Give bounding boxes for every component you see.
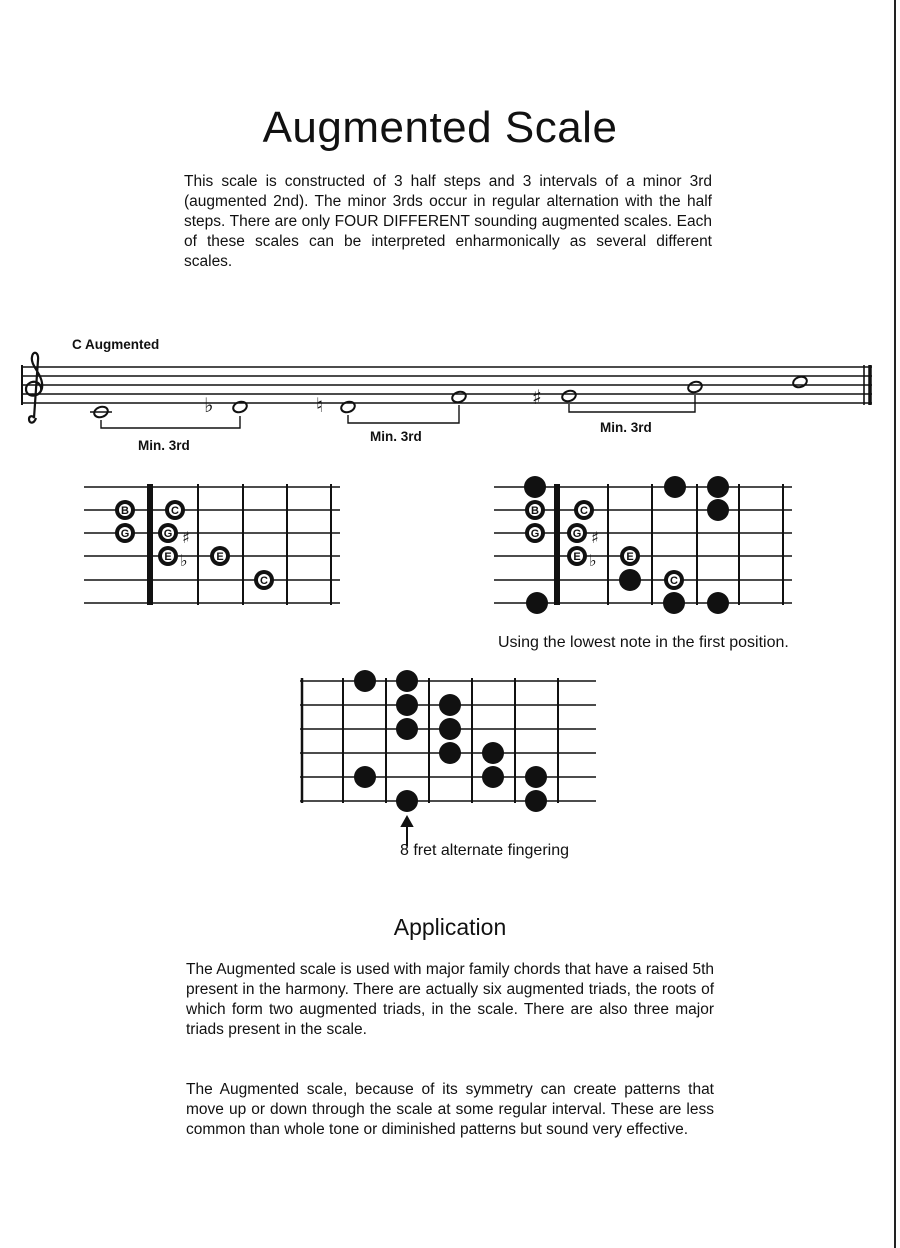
fretboard-diagram-2 bbox=[494, 476, 792, 614]
svg-text:G: G bbox=[572, 528, 582, 540]
svg-text:E: E bbox=[573, 551, 581, 563]
svg-text:C: C bbox=[260, 575, 268, 587]
svg-text:G: G bbox=[120, 528, 130, 540]
note-d-flat bbox=[232, 400, 249, 414]
note-b bbox=[687, 380, 704, 394]
sharp-icon: ♯ bbox=[532, 385, 542, 409]
page-title: Augmented Scale bbox=[262, 103, 618, 153]
bracket-2 bbox=[348, 405, 459, 423]
svg-text:E: E bbox=[626, 551, 634, 563]
note-c-high bbox=[792, 375, 809, 389]
note-e bbox=[340, 400, 357, 414]
caption-first-position: Using the lowest note in the first position. bbox=[498, 634, 789, 651]
interval-label-2: Min. 3rd bbox=[370, 429, 422, 444]
music-staff bbox=[22, 365, 872, 405]
svg-text:E: E bbox=[164, 551, 172, 563]
natural-icon: ♮ bbox=[316, 393, 324, 417]
note-g-sharp bbox=[561, 389, 578, 403]
flat-icon: ♭ bbox=[204, 393, 214, 417]
application-paragraph-1: The Augmented scale is used with major family chords that have a raised 5th present in the harmony. There are actually six augmented triads, the roots of which form two augmented triads, in the scale. There are also three major triads present in the scale. bbox=[186, 961, 714, 1038]
sharp-icon: ♯ bbox=[591, 528, 599, 547]
treble-clef-icon bbox=[26, 353, 42, 423]
svg-text:G: G bbox=[163, 528, 173, 540]
flat-icon: ♭ bbox=[180, 551, 188, 570]
application-heading: Application bbox=[393, 914, 507, 940]
svg-text:C: C bbox=[670, 575, 678, 587]
staff-notes bbox=[90, 375, 808, 419]
flat-icon: ♭ bbox=[589, 551, 597, 570]
staff-label: C Augmented bbox=[72, 337, 160, 352]
fretboard-diagram-1 bbox=[84, 484, 340, 605]
caption-alternate-fingering: 8 fret alternate fingering bbox=[400, 842, 569, 859]
svg-text:G: G bbox=[530, 528, 540, 540]
svg-text:B: B bbox=[531, 505, 539, 517]
note-g bbox=[451, 390, 468, 404]
svg-text:B: B bbox=[121, 505, 129, 517]
bracket-1 bbox=[101, 416, 240, 428]
note-dots-3 bbox=[354, 670, 547, 812]
application-paragraph-2: The Augmented scale, because of its symmetry can create patterns that move up or down through the scale at some regular interval. These are less common than whole tone or diminished patterns but sound very effective. bbox=[186, 1081, 714, 1138]
svg-text:E: E bbox=[216, 551, 224, 563]
svg-text:C: C bbox=[171, 505, 179, 517]
sharp-icon: ♯ bbox=[182, 528, 190, 547]
accidentals bbox=[204, 385, 542, 417]
interval-label-1: Min. 3rd bbox=[138, 438, 190, 453]
svg-text:C: C bbox=[580, 505, 588, 517]
fretboard-diagram-3 bbox=[300, 670, 596, 846]
note-dots-1 bbox=[115, 500, 274, 590]
intro-paragraph: This scale is constructed of 3 half steps and 3 intervals of a minor 3rd (augmented 2nd). The minor 3rds occur in regular alternation with the half steps. There are only FOUR DIFFERENT sounding augmented scales. Each of these scales can be interpreted enharmonically as several different scales. bbox=[184, 173, 712, 270]
interval-label-3: Min. 3rd bbox=[600, 420, 652, 435]
